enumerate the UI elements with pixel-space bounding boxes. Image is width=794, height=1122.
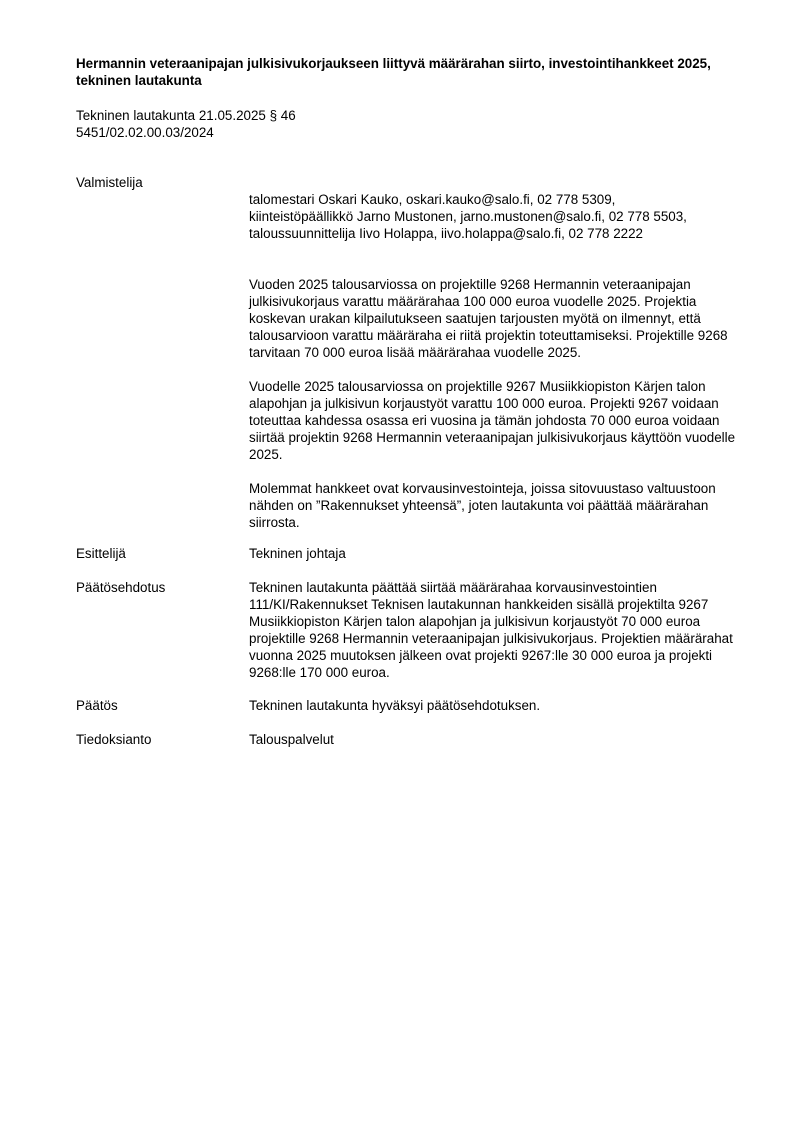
section-value-paatosehdotus: Tekninen lautakunta päättää siirtää määrärahaa korvausinvestointien 111/KI/Rakennukset Teknisen lautakunnan hankkeiden sisällä projektilta 9267 Musiikkiopiston Kärjen talon alapohjan ja julkisivun korjaustyöt 70 000 euroa projektille 9268 Hermannin veteraanipajan julkisivukorjaus. Projektien määrärahat vuonna 2025 muutoksen jälkeen ovat projekti 9267:lle 30 000 euroa ja projekti 9268:lle 170 000 euroa.: [249, 580, 733, 680]
case-number: 5451/02.02.00.03/2024: [76, 125, 214, 140]
section-label-esittelija: Esittelijä: [76, 546, 126, 561]
document-meta: [76, 107, 736, 141]
section-label-valmistelija: Valmistelija: [76, 175, 143, 190]
document-title: Hermannin veteraanipajan julkisivukorjaukseen liittyvä määrärahan siirto, investointihankkeet 2025, tekninen lautakunta: [76, 56, 711, 88]
meeting-reference: Tekninen lautakunta 21.05.2025 § 46: [76, 108, 296, 123]
section-label-paatos: Päätös: [76, 698, 118, 713]
preparer-line: kiinteistöpäällikkö Jarno Mustonen, jarno.mustonen@salo.fi, 02 778 5503,: [249, 209, 687, 224]
body-paragraph: Vuodelle 2025 talousarviossa on projektille 9267 Musiikkiopiston Kärjen talon alapohjan ja julkisivun korjaustyöt varattu 100 000 euroa. Projekti 9267 voidaan toteuttaa kahdessa osassa eri vuosina ja tämän johdosta 70 000 euroa voidaan siirtää projektin 9268 Hermannin veteraanipajan julkisivukorjaus käyttöön vuodelle 2025.: [249, 379, 736, 462]
preparer-line: taloussuunnittelija Iivo Holappa, iivo.holappa@salo.fi, 02 778 2222: [249, 226, 644, 241]
section-label-tiedoksianto: Tiedoksianto: [76, 732, 152, 747]
section-value-esittelija: Tekninen johtaja: [249, 546, 346, 561]
section-value-tiedoksianto: Talouspalvelut: [249, 732, 334, 747]
section-value-paatos: Tekninen lautakunta hyväksyi päätösehdotuksen.: [249, 698, 541, 713]
body-paragraph: Molemmat hankkeet ovat korvausinvestointeja, joissa sitovuustaso valtuustoon nähden on ”Rakennukset yhteensä”, joten lautakunta voi päättää määrärahan siirrosta.: [249, 481, 716, 530]
section-label-paatosehdotus: Päätösehdotus: [76, 580, 166, 595]
body-paragraph: Vuoden 2025 talousarviossa on projektille 9268 Hermannin veteraanipajan julkisivukorjaus varattu määrärahaa 100 000 euroa vuodelle 2025. Projektia koskevan urakan kilpailutukseen saatujen tarjousten myötä on ilmennyt, että talousarvioon varattu määräraha ei riitä projektin toteuttamiseksi. Projektille 9268 tarvitaan 70 000 euroa lisää määrärahaa vuodelle 2025.: [249, 277, 728, 360]
section-content-valmistelija: [249, 174, 739, 531]
preparer-line: talomestari Oskari Kauko, oskari.kauko@salo.fi, 02 778 5309,: [249, 192, 616, 207]
